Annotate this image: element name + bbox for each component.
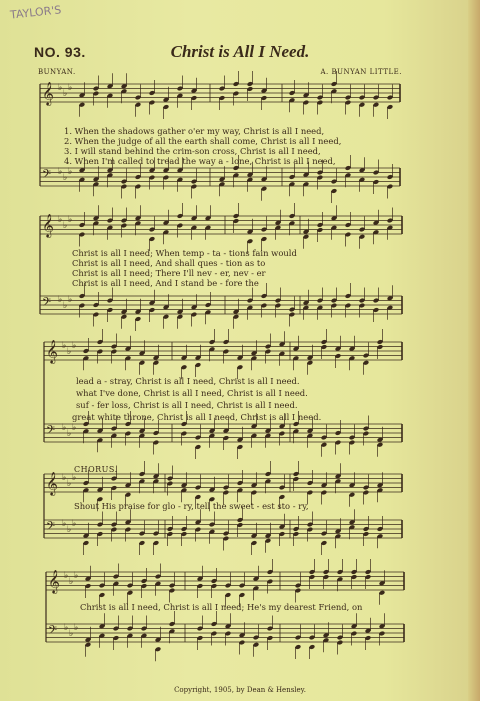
treble-clef: 𝄞: [42, 81, 54, 105]
flat-sign: ♭: [62, 519, 67, 529]
lyric-line: 2. When the judge of all the earth shall come, Christ is all I need,: [64, 136, 342, 146]
flat-sign: ♭: [72, 423, 77, 433]
composer-name: A. BUNYAN LITTLE.: [320, 68, 402, 76]
flat-sign: ♭: [68, 167, 73, 177]
lyric-line: Christ is all I need, And I stand be - fore the: [72, 278, 259, 288]
flat-sign: ♭: [72, 341, 77, 351]
flat-sign: ♭: [62, 423, 67, 433]
flat-sign: ♭: [69, 577, 74, 587]
flat-sign: ♭: [64, 571, 69, 581]
flat-sign: ♭: [68, 295, 73, 305]
hymn-title: Christ is All I Need.: [170, 42, 310, 61]
hymn-number: NO. 93.: [34, 44, 86, 60]
treble-clef: 𝄞: [42, 213, 54, 237]
lyric-line: 4. When I'm called to tread the way a - lone, Christ is all I need,: [64, 156, 336, 166]
bass-clef: 𝄢: [46, 520, 56, 536]
flat-sign: ♭: [68, 83, 73, 93]
flat-sign: ♭: [63, 221, 68, 231]
lyric-line: Shout His praise for glo - ry, tell the sweet - est sto - ry,: [74, 501, 309, 511]
lyric-line: great white throne, Christ is all I need, Christ is all I need.: [72, 412, 322, 422]
lyric-line: suf - fer loss, Christ is all I need, Christ is all I need.: [76, 400, 298, 410]
flat-sign: ♭: [58, 83, 63, 93]
flat-sign: ♭: [63, 173, 68, 183]
lyric-line: lead a - stray, Christ is all I need, Christ is all I need.: [76, 376, 300, 386]
flat-sign: ♭: [63, 301, 68, 311]
flat-sign: ♭: [58, 295, 63, 305]
chorus-label: CHORUS.: [74, 465, 118, 474]
tune-name: BUNYAN.: [38, 68, 76, 76]
flat-sign: ♭: [74, 571, 79, 581]
bass-clef: 𝄢: [48, 624, 58, 640]
flat-sign: ♭: [63, 89, 68, 99]
flat-sign: ♭: [69, 629, 74, 639]
lyric-line: Christ is all I need; When temp - ta - tions fain would: [72, 248, 297, 258]
bass-clef: 𝄢: [42, 168, 52, 184]
flat-sign: ♭: [62, 341, 67, 351]
flat-sign: ♭: [62, 473, 67, 483]
flat-sign: ♭: [67, 429, 72, 439]
flat-sign: ♭: [67, 479, 72, 489]
flat-sign: ♭: [72, 519, 77, 529]
bass-clef: 𝄢: [46, 424, 56, 440]
lyric-line: 1. When the shadows gather o'er my way, Christ is all I need,: [64, 126, 325, 136]
treble-clef: 𝄞: [48, 569, 60, 593]
flat-sign: ♭: [67, 347, 72, 357]
treble-clef: 𝄞: [46, 471, 58, 495]
lyric-line: Christ is all I need, And shall ques - tion as to: [72, 258, 266, 268]
lyric-line: 3. I will stand behind the crim-son cross, Christ is all I need,: [64, 146, 321, 156]
ownership-stamp: TAYLOR'S: [9, 3, 62, 22]
flat-sign: ♭: [58, 215, 63, 225]
lyric-line: what I've done, Christ is all I need, Christ is all I need.: [76, 388, 308, 398]
lyric-line: Christ is all I need; There I'll nev - er, nev - er: [72, 268, 266, 278]
flat-sign: ♭: [64, 623, 69, 633]
flat-sign: ♭: [58, 167, 63, 177]
flat-sign: ♭: [74, 623, 79, 633]
flat-sign: ♭: [67, 525, 72, 535]
bass-clef: 𝄢: [42, 296, 52, 312]
copyright-line: Copyright, 1905, by Dean & Hensley.: [174, 686, 306, 694]
lyric-line: Christ is all I need, Christ is all I need; He's my dearest Friend, on: [80, 602, 363, 612]
flat-sign: ♭: [72, 473, 77, 483]
flat-sign: ♭: [68, 215, 73, 225]
treble-clef: 𝄞: [46, 339, 58, 363]
